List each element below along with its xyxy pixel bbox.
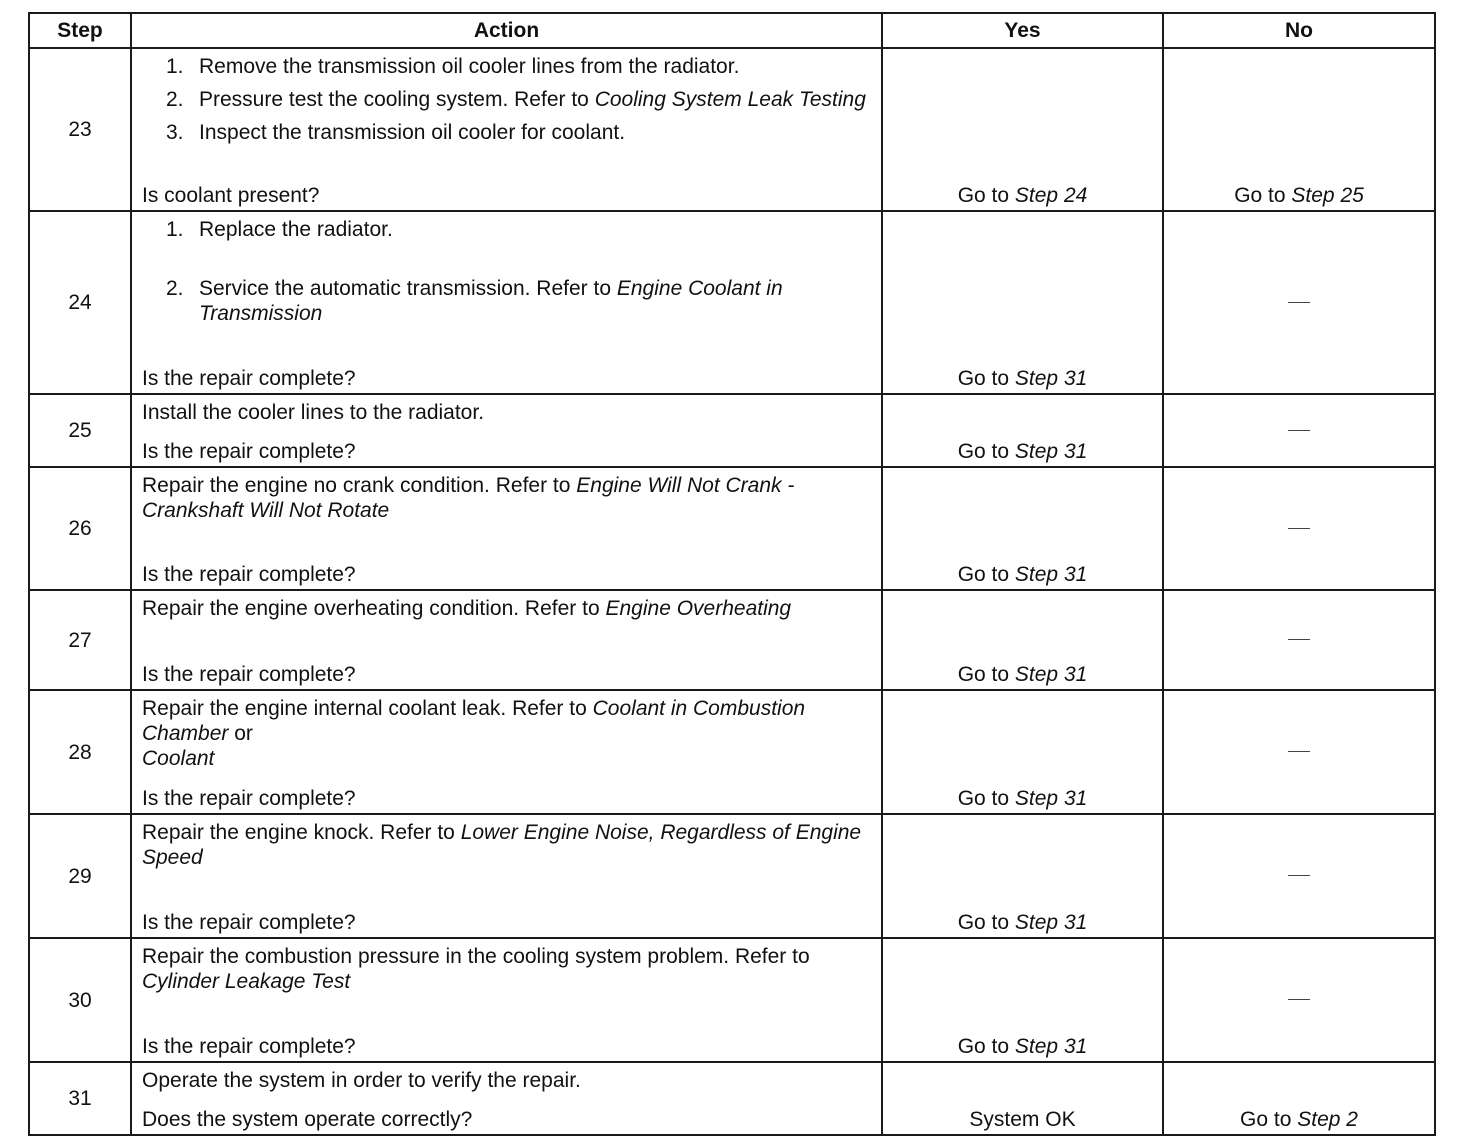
step-number: 26 <box>29 467 131 590</box>
sub-step <box>142 217 867 242</box>
action-text <box>142 696 867 771</box>
go-to-label: Go to <box>957 787 1010 810</box>
step-link[interactable]: Step 31 <box>1014 367 1088 390</box>
yes-cell <box>882 814 1163 938</box>
no-cell <box>1163 48 1435 211</box>
sub-step <box>142 120 867 145</box>
sub-step-text: Service the automatic transmission. Refer to <box>199 277 612 300</box>
no-cell <box>1163 467 1435 590</box>
not-applicable-dash <box>1288 999 1310 1000</box>
sub-step-number: 3. <box>166 121 184 144</box>
question-text: Is the repair complete? <box>142 1035 356 1058</box>
action-cell <box>131 48 882 211</box>
question-text: Is the repair complete? <box>142 663 356 686</box>
reference-link[interactable]: Engine Coolant in Transmission <box>199 277 783 325</box>
go-to-label: Go to <box>957 184 1010 207</box>
go-to-label: Go to <box>1240 1108 1292 1131</box>
yes-result-text: System OK <box>969 1108 1076 1131</box>
step-number: 29 <box>29 814 131 938</box>
action-instruction: Repair the combustion pressure in the cooling system problem. Refer to <box>142 945 810 968</box>
diagnostic-document <box>28 12 1434 1136</box>
reference-link[interactable]: Coolant in Combustion Chamber <box>142 697 806 745</box>
no-cell <box>1163 590 1435 690</box>
action-instruction: Repair the engine no crank condition. Refer to <box>142 474 571 497</box>
action-text <box>142 944 867 994</box>
action-cell <box>131 590 882 690</box>
not-applicable-dash <box>1288 528 1310 529</box>
not-applicable-dash <box>1288 751 1310 752</box>
action-cell <box>131 394 882 467</box>
sub-step-text: Replace the radiator. <box>199 218 393 241</box>
action-cell <box>131 467 882 590</box>
sub-step-list <box>142 217 867 326</box>
go-to-label: Go to <box>957 367 1010 390</box>
reference-link[interactable]: Engine Will Not Crank - Crankshaft Will Not Rotate <box>142 474 795 522</box>
action-text <box>142 820 867 870</box>
go-to-label: Go to <box>957 663 1010 686</box>
step-link[interactable]: Step 31 <box>1014 787 1088 810</box>
table-row-step-26 <box>29 467 1435 590</box>
step-number: 31 <box>29 1062 131 1135</box>
header-action: Action <box>131 13 882 48</box>
step-number: 28 <box>29 690 131 814</box>
no-cell <box>1163 938 1435 1062</box>
no-cell <box>1163 394 1435 467</box>
reference-link[interactable]: Cooling System Leak Testing <box>594 88 866 111</box>
table-row-step-28 <box>29 690 1435 814</box>
action-text: Operate the system in order to verify the repair. <box>142 1069 581 1092</box>
go-to-label: Go to <box>1234 184 1286 207</box>
question-text: Is the repair complete? <box>142 787 356 810</box>
yes-cell <box>882 394 1163 467</box>
sub-step-text: Inspect the transmission oil cooler for coolant. <box>199 121 626 144</box>
no-cell <box>1163 814 1435 938</box>
question-text: Does the system operate correctly? <box>142 1108 473 1131</box>
table-row-step-24 <box>29 211 1435 394</box>
action-text <box>142 473 867 523</box>
sub-step-text: Pressure test the cooling system. Refer to <box>199 88 589 111</box>
action-text: Install the cooler lines to the radiator. <box>142 401 485 424</box>
sub-step-list <box>142 54 867 145</box>
question-text: Is the repair complete? <box>142 563 356 586</box>
table-row-step-23 <box>29 48 1435 211</box>
yes-cell <box>882 48 1163 211</box>
go-to-label: Go to <box>957 1035 1010 1058</box>
reference-link[interactable]: Lower Engine Noise, Regardless of Engine Speed <box>142 821 862 869</box>
sub-step-number: 1. <box>166 55 184 78</box>
yes-cell <box>882 211 1163 394</box>
yes-cell <box>882 690 1163 814</box>
step-link[interactable]: Step 31 <box>1014 563 1088 586</box>
step-number: 24 <box>29 211 131 394</box>
yes-cell <box>882 467 1163 590</box>
reference-link[interactable]: Cylinder Leakage Test <box>142 970 351 993</box>
yes-cell <box>882 938 1163 1062</box>
action-cell <box>131 814 882 938</box>
go-to-label: Go to <box>957 440 1010 463</box>
step-link[interactable]: Step 31 <box>1014 1035 1088 1058</box>
step-link[interactable]: Step 31 <box>1014 440 1088 463</box>
step-link[interactable]: Step 2 <box>1297 1108 1358 1131</box>
action-instruction: Repair the engine internal coolant leak. Refer to <box>142 697 587 720</box>
question-text: Is the repair complete? <box>142 440 356 463</box>
action-cell <box>131 938 882 1062</box>
action-cell <box>131 690 882 814</box>
step-link[interactable]: Step 31 <box>1014 663 1088 686</box>
question-text: Is the repair complete? <box>142 367 356 390</box>
table-row-step-30 <box>29 938 1435 1062</box>
sub-step-number: 2. <box>166 88 184 111</box>
action-cell <box>131 211 882 394</box>
sub-step <box>142 54 867 79</box>
table-header-row <box>29 13 1435 48</box>
action-instruction: Repair the engine knock. Refer to <box>142 821 455 844</box>
not-applicable-dash <box>1288 430 1310 431</box>
sub-step-number: 2. <box>166 277 184 300</box>
step-number: 27 <box>29 590 131 690</box>
action-instruction: Repair the engine overheating condition. Refer to <box>142 597 600 620</box>
no-cell <box>1163 1062 1435 1135</box>
header-no: No <box>1163 13 1435 48</box>
connector-text: or <box>234 722 253 745</box>
not-applicable-dash <box>1288 875 1310 876</box>
step-number: 23 <box>29 48 131 211</box>
no-cell <box>1163 690 1435 814</box>
sub-step <box>142 276 867 326</box>
step-link[interactable]: Step 25 <box>1291 184 1364 207</box>
yes-cell <box>882 1062 1163 1135</box>
table-row-step-27 <box>29 590 1435 690</box>
yes-cell <box>882 590 1163 690</box>
sub-step-number: 1. <box>166 218 184 241</box>
sub-step <box>142 87 867 112</box>
table-row-step-25 <box>29 394 1435 467</box>
question-text: Is the repair complete? <box>142 911 356 934</box>
reference-link[interactable]: Coolant <box>142 747 215 770</box>
not-applicable-dash <box>1288 639 1310 640</box>
action-cell <box>131 1062 882 1135</box>
sub-step-text: Remove the transmission oil cooler lines from the radiator. <box>199 55 740 78</box>
step-number: 25 <box>29 394 131 467</box>
step-number: 30 <box>29 938 131 1062</box>
go-to-label: Go to <box>957 563 1010 586</box>
step-link[interactable]: Step 31 <box>1014 911 1088 934</box>
not-applicable-dash <box>1288 302 1310 303</box>
no-cell <box>1163 211 1435 394</box>
go-to-label: Go to <box>957 911 1010 934</box>
action-text <box>142 596 867 621</box>
diagnostic-table <box>28 12 1436 1136</box>
table-row-step-29 <box>29 814 1435 938</box>
table-row-step-31 <box>29 1062 1435 1135</box>
header-step: Step <box>29 13 131 48</box>
question-text: Is coolant present? <box>142 184 320 207</box>
step-link[interactable]: Step 24 <box>1014 184 1088 207</box>
header-yes: Yes <box>882 13 1163 48</box>
reference-link[interactable]: Engine Overheating <box>605 597 792 620</box>
